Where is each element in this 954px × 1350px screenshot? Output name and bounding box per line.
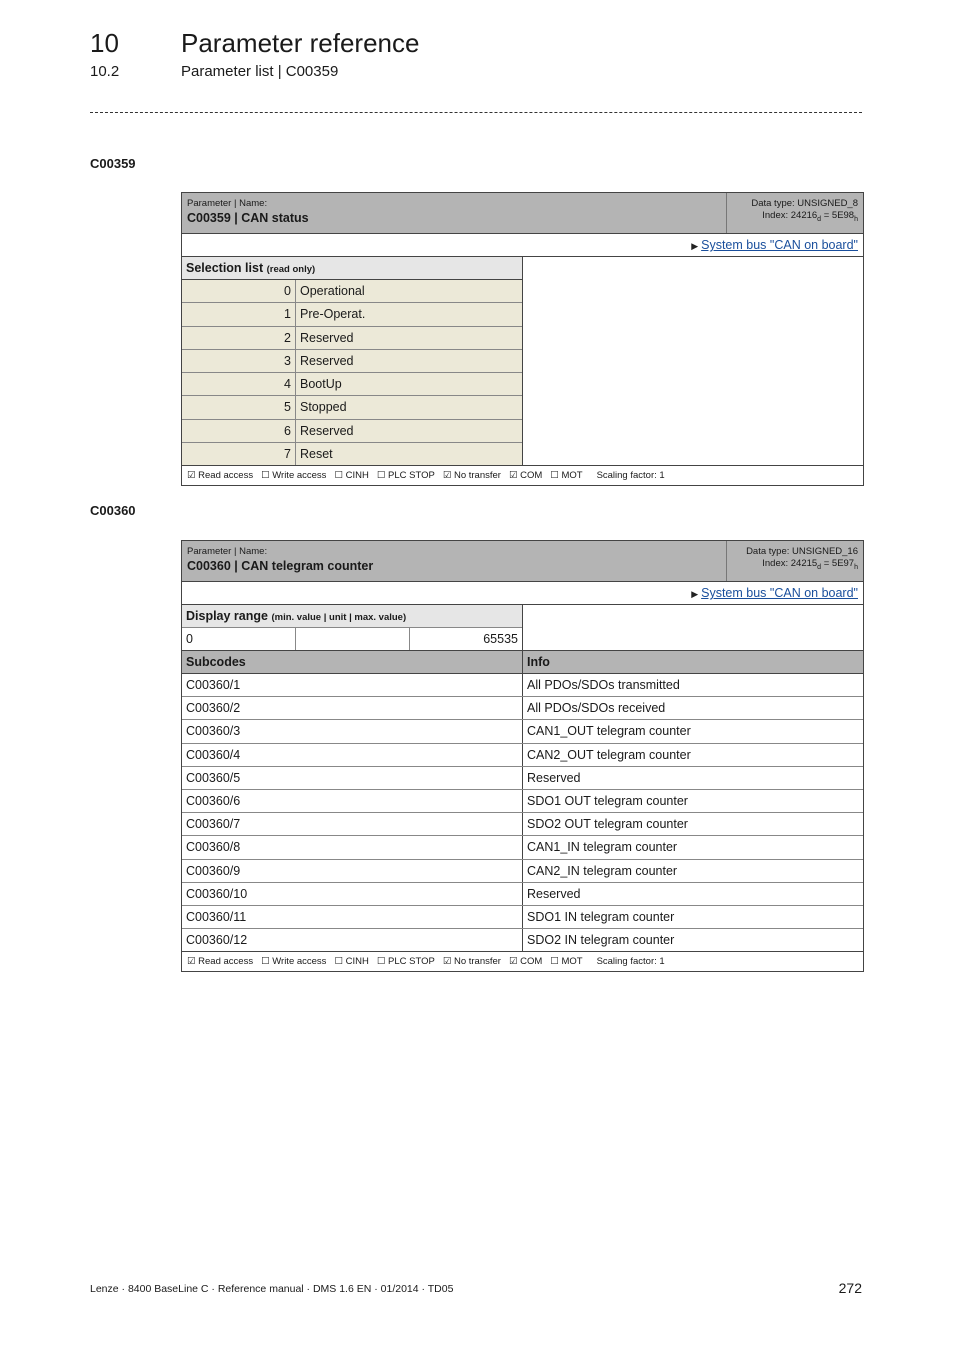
selection-row: 3 Reserved [182, 350, 522, 373]
table-row: C00360/8 CAN1_IN telegram counter [182, 836, 863, 859]
header-divider [90, 112, 862, 113]
param-heading-c00360: C00360 [90, 503, 136, 518]
param-header [182, 541, 863, 582]
table-row: C00360/5 Reserved [182, 767, 863, 790]
page-number: 272 [838, 1280, 862, 1296]
table-row: C00360/12 SDO2 IN telegram counter [182, 929, 863, 951]
table-row: C00360/4 CAN2_OUT telegram counter [182, 744, 863, 767]
param-name-label: Parameter | Name: [187, 546, 268, 557]
arrow-right-icon: ▶ [691, 589, 699, 599]
table-row: C00360/3 CAN1_OUT telegram counter [182, 720, 863, 743]
param-table-c00360 [181, 540, 864, 972]
range-max: 65535 [483, 632, 518, 646]
selection-row: 7 Reset [182, 443, 522, 465]
param-index: Index: $24216_d = 5E98_h$ [762, 210, 858, 223]
param-datatype-block [727, 193, 863, 233]
range-unit [296, 628, 410, 650]
selection-row: 5 Stopped [182, 396, 522, 419]
display-range-header: Display range (min. value | unit | max. value) [182, 605, 522, 627]
section-title: Parameter list | C00359 [181, 63, 339, 80]
access-flags: ☑ Read access ☐ Write access ☐ CINH ☐ PLC STOP ☑ No transfer ☑ COM ☐ MOT Scaling factor: 1 [182, 465, 863, 485]
table-row: C00360/10 Reserved [182, 883, 863, 906]
selection-row: 0 Operational [182, 280, 522, 303]
table-row: C00360/11 SDO1 IN telegram counter [182, 906, 863, 929]
table-row: C00360/9 CAN2_IN telegram counter [182, 860, 863, 883]
table-row: C00360/1 All PDOs/SDOs transmitted [182, 674, 863, 697]
arrow-right-icon: ▶ [691, 241, 699, 251]
empty-area [523, 605, 863, 650]
link-row [182, 234, 863, 257]
section-number: 10.2 [90, 63, 120, 80]
access-flags: ☑ Read access ☐ Write access ☐ CINH ☐ PLC STOP ☑ No transfer ☑ COM ☐ MOT Scaling factor: 1 [182, 951, 863, 971]
display-range [182, 605, 523, 650]
subcodes-header [182, 650, 863, 674]
subcodes-col-header: Subcodes [182, 651, 523, 673]
param-index: Index: $24215_d = 5E97_h$ [762, 558, 858, 571]
info-col-header: Info [527, 655, 550, 669]
param-name-label: Parameter | Name: [187, 198, 268, 209]
selection-row: 4 BootUp [182, 373, 522, 396]
selection-row: 2 Reserved [182, 327, 522, 350]
param-header [182, 193, 863, 234]
data-type: Data type: UNSIGNED_8 [751, 198, 858, 209]
param-heading-c00359: C00359 [90, 156, 136, 171]
link-row [182, 582, 863, 605]
chapter-number: 10 [90, 28, 119, 58]
empty-area [523, 257, 863, 465]
table-row: C00360/7 SDO2 OUT telegram counter [182, 813, 863, 836]
range-min: 0 [182, 628, 296, 650]
param-table-c00359 [181, 192, 864, 486]
system-bus-link[interactable]: System bus "CAN on board" [701, 238, 858, 252]
display-range-values [182, 627, 522, 650]
data-type: Data type: UNSIGNED_16 [746, 546, 858, 557]
selection-row: 1 Pre-Operat. [182, 303, 522, 326]
chapter-title: Parameter reference [181, 28, 420, 58]
subcodes-list [182, 674, 863, 951]
system-bus-link[interactable]: System bus "CAN on board" [701, 586, 858, 600]
table-row: C00360/2 All PDOs/SDOs received [182, 697, 863, 720]
table-row: C00360/6 SDO1 OUT telegram counter [182, 790, 863, 813]
selection-list-header: Selection list (read only) [182, 257, 522, 280]
param-datatype-block [727, 541, 863, 581]
param-name: C00360 | CAN telegram counter [187, 559, 374, 573]
document-footer: Lenze · 8400 BaseLine C · Reference manual · DMS 1.6 EN · 01/2014 · TD05 [90, 1283, 454, 1295]
selection-row: 6 Reserved [182, 420, 522, 443]
selection-list [182, 257, 523, 465]
param-name: C00359 | CAN status [187, 211, 309, 225]
